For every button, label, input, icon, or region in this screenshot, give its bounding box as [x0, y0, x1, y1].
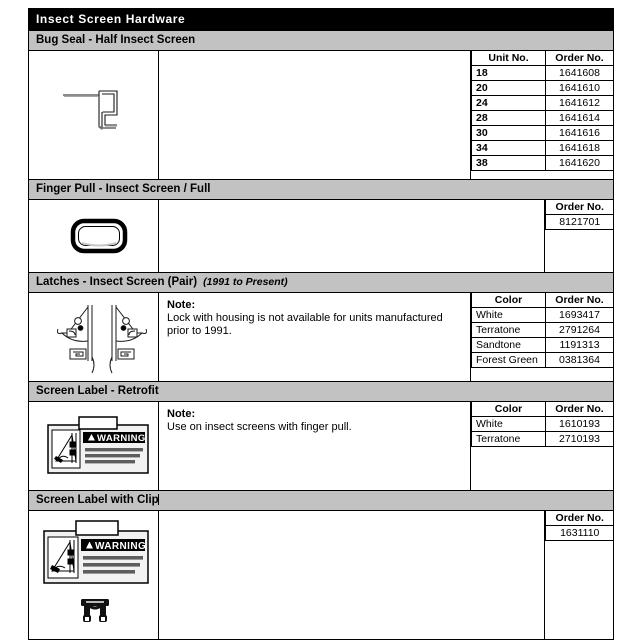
table-header-row	[472, 293, 614, 308]
section-heading-screen-label-retrofit	[29, 381, 613, 402]
cell-order-no: 1641608	[546, 66, 614, 81]
cell-order-no: 8121701	[546, 215, 614, 230]
column-header-order-no: Order No.	[546, 293, 614, 308]
note-title: Note:	[167, 408, 196, 420]
section-heading-suffix: (1991 to Present)	[203, 276, 288, 288]
cell-unit-no: 38	[472, 156, 546, 171]
figure-cell-screen-label-retrofit	[29, 402, 159, 490]
parts-table-screen-label-with-clip	[545, 511, 614, 541]
note-cell-finger-pull	[159, 200, 545, 272]
bug-seal-extrusion-diagram	[61, 81, 133, 145]
svg-text:WARNING: WARNING	[97, 433, 146, 444]
table-row	[472, 417, 614, 432]
table-row	[472, 126, 614, 141]
cell-order-no: 1641618	[546, 141, 614, 156]
cell-color: Sandtone	[472, 338, 546, 353]
cell-order-no: 2791264	[546, 323, 614, 338]
table-row	[472, 432, 614, 447]
parts-table-bug-seal	[471, 51, 613, 171]
section-body-bug-seal	[29, 51, 613, 179]
cell-color: Terratone	[472, 323, 546, 338]
note-title: Note:	[167, 299, 196, 311]
table-row	[472, 338, 614, 353]
section-heading-label: Latches - Insect Screen (Pair)	[36, 276, 198, 288]
column-header-order-no: Order No.	[546, 511, 614, 526]
cell-order-no: 0381364	[546, 353, 614, 368]
cell-unit-no: 18	[472, 66, 546, 81]
column-header-order-no: Order No.	[546, 51, 614, 66]
note-cell-latches	[159, 293, 471, 381]
cell-unit-no: 34	[472, 141, 546, 156]
cell-color: Terratone	[472, 432, 546, 447]
note-text: Use on insect screens with finger pull.	[167, 421, 352, 433]
note-cell-screen-label-retrofit	[159, 402, 471, 490]
column-header-color: Color	[472, 402, 546, 417]
finger-pull-ring-diagram	[70, 216, 128, 256]
page-title: Insect Screen Hardware	[29, 9, 613, 30]
column-header-order-no: Order No.	[546, 402, 614, 417]
warning-label-diagram	[46, 415, 151, 477]
clip-shape	[81, 599, 109, 622]
section-heading-finger-pull	[29, 179, 613, 200]
cell-order-no: 1641614	[546, 111, 614, 126]
table-row	[546, 215, 614, 230]
warning-label-with-clip-diagram	[42, 519, 152, 631]
note-cell-bug-seal	[159, 51, 471, 179]
cell-order-no: 1631110	[546, 526, 614, 541]
column-header-unit-no: Unit No.	[472, 51, 546, 66]
column-header-order-no: Order No.	[546, 200, 614, 215]
table-header-row	[472, 402, 614, 417]
section-body-screen-label-with-clip	[29, 511, 613, 639]
cell-unit-no: 28	[472, 111, 546, 126]
note-text: Lock with housing is not available for units manufactured prior to 1991.	[167, 312, 443, 337]
cell-unit-no: 30	[472, 126, 546, 141]
cell-order-no: 1641616	[546, 126, 614, 141]
section-body-screen-label-retrofit	[29, 402, 613, 490]
table-row	[472, 141, 614, 156]
cell-order-no: 1610193	[546, 417, 614, 432]
table-row	[472, 96, 614, 111]
latch-pair-diagram	[54, 299, 150, 375]
cell-color: Forest Green	[472, 353, 546, 368]
section-heading-screen-label-with-clip	[29, 490, 613, 511]
figure-cell-latches	[29, 293, 159, 381]
section-body-latches	[29, 293, 613, 381]
figure-cell-finger-pull	[29, 200, 159, 272]
note-cell-screen-label-with-clip	[159, 511, 545, 639]
section-heading-label: Screen Label with Clip	[36, 494, 159, 506]
table-row	[472, 308, 614, 323]
cell-color: White	[472, 308, 546, 323]
table-row	[546, 526, 614, 541]
table-row	[472, 81, 614, 96]
figure-cell-bug-seal	[29, 51, 159, 179]
parts-table-screen-label-retrofit	[471, 402, 613, 447]
table-row	[472, 66, 614, 81]
section-heading-bug-seal	[29, 30, 613, 51]
parts-table-latches	[471, 293, 613, 368]
cell-order-no: 1693417	[546, 308, 614, 323]
text-cursor-artifact	[158, 494, 159, 505]
section-heading-latches	[29, 272, 613, 293]
figure-cell-screen-label-with-clip	[29, 511, 159, 639]
cell-color: White	[472, 417, 546, 432]
table-cell-latches	[471, 293, 613, 381]
table-row	[472, 323, 614, 338]
table-row	[472, 111, 614, 126]
section-body-finger-pull	[29, 200, 613, 272]
cell-order-no: 1641610	[546, 81, 614, 96]
cell-order-no: 1641620	[546, 156, 614, 171]
table-header-row	[546, 200, 614, 215]
table-row	[472, 156, 614, 171]
parts-table-finger-pull	[545, 200, 614, 230]
section-heading-label: Finger Pull - Insect Screen / Full	[36, 183, 211, 195]
table-cell-bug-seal	[471, 51, 613, 179]
cell-unit-no: 20	[472, 81, 546, 96]
cell-order-no: 2710193	[546, 432, 614, 447]
section-heading-label: Bug Seal - Half Insect Screen	[36, 34, 196, 46]
table-cell-finger-pull	[545, 200, 613, 272]
svg-text:WARNING: WARNING	[95, 541, 147, 552]
cell-order-no: 1641612	[546, 96, 614, 111]
column-header-color: Color	[472, 293, 546, 308]
table-cell-screen-label-with-clip	[545, 511, 613, 639]
table-row	[472, 353, 614, 368]
parts-catalog-page	[28, 8, 614, 640]
cell-order-no: 1191313	[546, 338, 614, 353]
table-header-row	[546, 511, 614, 526]
table-header-row	[472, 51, 614, 66]
cell-unit-no: 24	[472, 96, 546, 111]
section-heading-label: Screen Label - Retrofit	[36, 385, 159, 397]
table-cell-screen-label-retrofit	[471, 402, 613, 490]
